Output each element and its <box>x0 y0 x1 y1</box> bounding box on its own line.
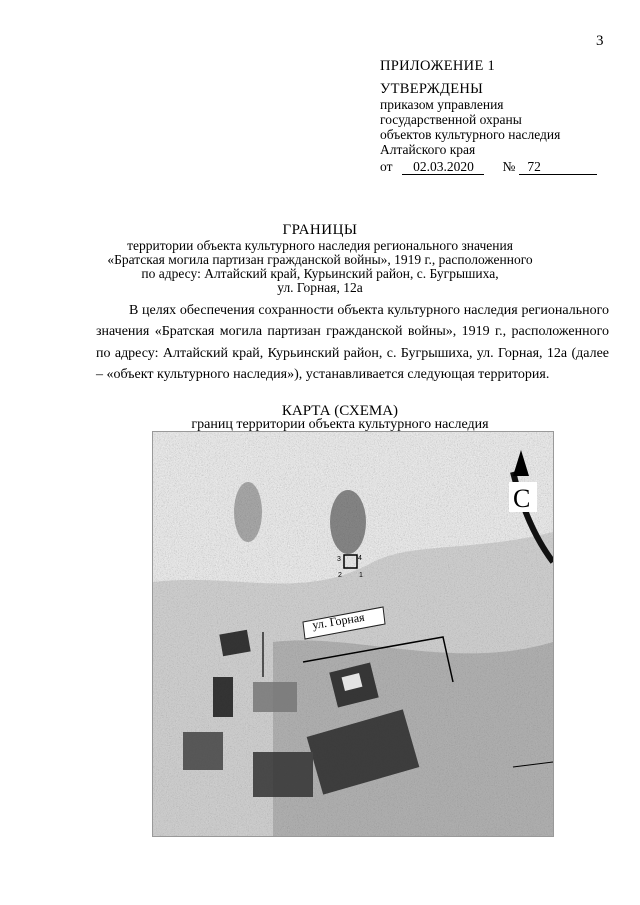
body-paragraph <box>96 300 609 386</box>
title-heading: ГРАНИЦЫ <box>282 222 358 238</box>
street-label-text: ул. Горная <box>311 609 366 632</box>
order-line <box>380 159 630 175</box>
page-number: 3 <box>596 33 604 49</box>
point-label-4: 4 <box>358 555 362 562</box>
map-heading: КАРТА (СХЕМА) <box>281 403 399 419</box>
order-date: 02.03.2020 <box>402 159 484 175</box>
appendix-label: ПРИЛОЖЕНИЕ 1 <box>380 58 496 74</box>
north-label: С <box>513 484 531 513</box>
from-label: от <box>380 159 393 174</box>
number-sign: № <box>502 159 516 174</box>
title-line-2: «Братская могила партизан гражданской войны», 1919 г., расположенного <box>107 252 533 267</box>
approval-line-1: приказом управления <box>380 97 504 112</box>
title-line-3: по адресу: Алтайский край, Курьинский район, с. Бугрышиха, <box>141 266 499 281</box>
title-line-4: ул. Горная, 12а <box>277 280 363 295</box>
map-subheading: границ территории объекта культурного наследия <box>191 417 489 432</box>
approval-line-4: Алтайского края <box>380 142 476 157</box>
aerial-map-image <box>153 432 553 836</box>
map-title <box>140 404 540 432</box>
title-line-1: территории объекта культурного наследия регионального значения <box>127 238 513 253</box>
body-paragraph-text: В целях обеспечения сохранности объекта культурного наследия регионального значения «Братская могила партизан гражданской войны», 1919 г., расположенного по адресу: Алтайский край, Курьинский район, с. Бугрышиха, ул. Горная, 12а (далее – «объект культурного наследия»), устанавливается следующая территория. <box>96 303 609 383</box>
approval-line-2: государственной охраны <box>380 112 522 127</box>
map-scheme <box>152 431 554 837</box>
approved-label: УТВЕРЖДЕНЫ <box>380 81 484 97</box>
point-label-3: 3 <box>337 556 341 563</box>
point-label-2: 2 <box>338 572 342 579</box>
approval-block <box>380 59 630 175</box>
document-title <box>60 223 580 295</box>
order-number: 72 <box>519 159 597 175</box>
approval-line-3: объектов культурного наследия <box>380 127 561 142</box>
point-label-1: 1 <box>359 572 363 579</box>
